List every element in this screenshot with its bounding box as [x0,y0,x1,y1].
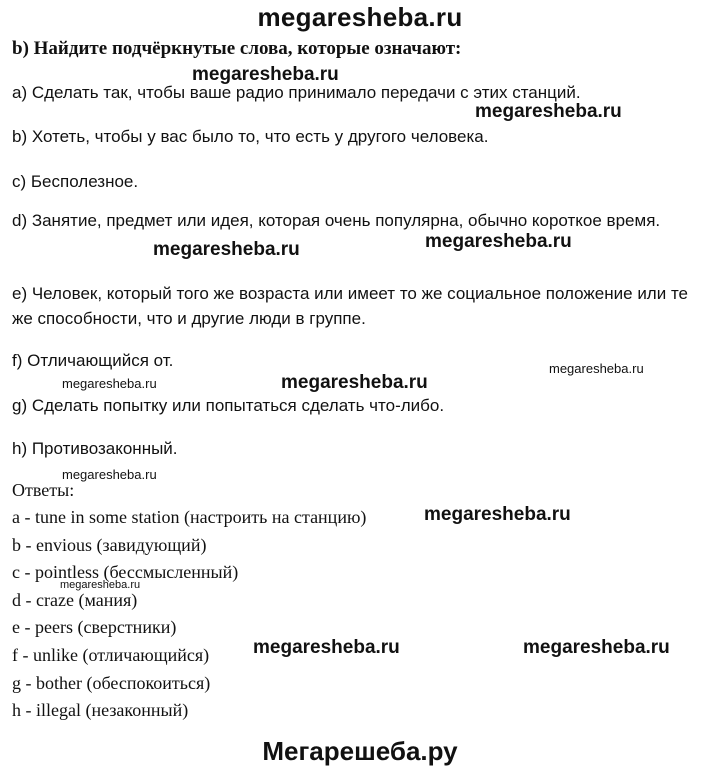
task-e: e) Человек, который того же возраста или имеет то же социальное положение или те же способности, что и другие люди в группе. [12,284,688,328]
task-d: d) Занятие, предмет или идея, которая очень популярна, обычно короткое время. [12,211,661,230]
task-h: h) Противозаконный. [12,439,178,458]
answer-b: b - envious (завидующий) [12,535,207,555]
watermark: megaresheba.ru [62,376,157,391]
watermark: megaresheba.ru [424,504,571,525]
answer-d: d - craze (мания) [12,590,138,610]
watermark: megaresheba.ru [281,372,428,393]
watermark: megaresheba.ru [153,239,300,260]
task-a: a) Сделать так, чтобы ваше радио принимало передачи с этих станций. [12,83,581,102]
answer-h: h - illegal (незаконный) [12,700,189,720]
answer-c: c - pointless (бессмысленный) [12,562,239,582]
exercise-heading: b) Найдите подчёркнутые слова, которые означают: [12,38,462,59]
watermark: megaresheba.ru [253,637,400,658]
answers-label: Ответы: [12,480,75,500]
answer-e: e - peers (сверстники) [12,617,177,637]
footer-title: Мегарешеба.ру [262,736,458,766]
watermark: megaresheba.ru [192,64,339,85]
answer-f: f - unlike (отличающийся) [12,645,210,665]
watermark: megaresheba.ru [425,231,572,252]
site-title: megaresheba.ru [257,2,463,32]
watermark: megaresheba.ru [62,467,157,482]
answer-g: g - bother (обеспокоиться) [12,673,211,693]
watermark: megaresheba.ru [549,361,644,376]
watermark: megaresheba.ru [523,637,670,658]
task-b: b) Хотеть, чтобы у вас было то, что есть у другого человека. [12,127,489,146]
watermark: megaresheba.ru [60,579,141,591]
task-c: c) Бесполезное. [12,172,139,191]
answer-a: a - tune in some station (настроить на станцию) [12,507,367,527]
task-g: g) Сделать попытку или попытаться сделать что-либо. [12,396,445,415]
watermark: megaresheba.ru [475,101,622,122]
task-f: f) Отличающийся от. [12,351,174,370]
